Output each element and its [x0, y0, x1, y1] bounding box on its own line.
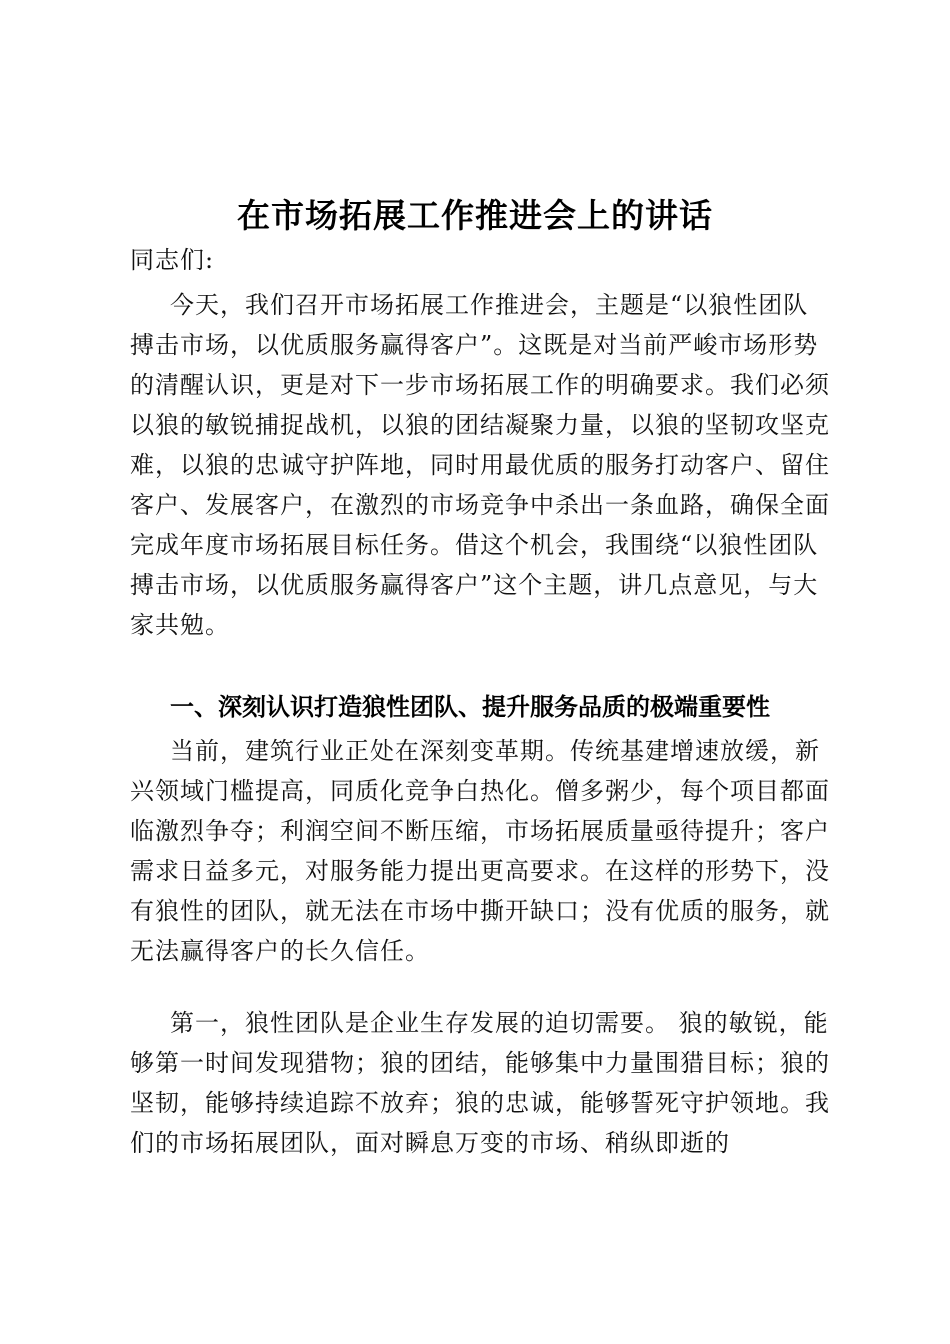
salutation: 同志们: — [130, 246, 215, 274]
section-paragraph: 当前，建筑行业正处在深刻变革期。传统基建增速放缓，新兴领域门槛提高，同质化竞争白热化。僧多粥少，每个项目都面临激烈争夺；利润空间不断压缩，市场拓展质量亟待提升；客户需求日益多元，对服务能力提出更高要求。在这样的形势下，没有狼性的团队，就无法在市场中撕开缺口；没有优质的服务，就无法赢得客户的长久信任。 — [130, 737, 830, 965]
point-one-paragraph: 第一，狼性团队是企业生存发展的迫切需要。 狼的敏锐，能够第一时间发现猎物；狼的团结，能够集中力量围猎目标；狼的坚韧，能够持续追踪不放弃；狼的忠诚，能够誓死守护领地。我们的市场拓展团队，面对瞬息万变的市场、稍纵即逝的 — [130, 1009, 830, 1157]
intro-paragraph: 今天，我们召开市场拓展工作推进会，主题是“以狼性团队搏击市场，以优质服务赢得客户”。这既是对当前严峻市场形势的清醒认识，更是对下一步市场拓展工作的明确要求。我们必须以狼的敏锐捕捉战机，以狼的团结凝聚力量，以狼的坚韧攻坚克难，以狼的忠诚守护阵地，同时用最优质的服务打动客户、留住客户、发展客户，在激烈的市场竞争中杀出一条血路，确保全面完成年度市场拓展目标任务。借这个机会，我围绕“以狼性团队搏击市场，以优质服务赢得客户”这个主题，讲几点意见，与大家共勉。 — [130, 291, 830, 639]
document-title: 在市场拓展工作推进会上的讲话 — [237, 196, 713, 236]
section-heading: 一、深刻认识打造狼性团队、提升服务品质的极端重要性 — [170, 693, 770, 721]
